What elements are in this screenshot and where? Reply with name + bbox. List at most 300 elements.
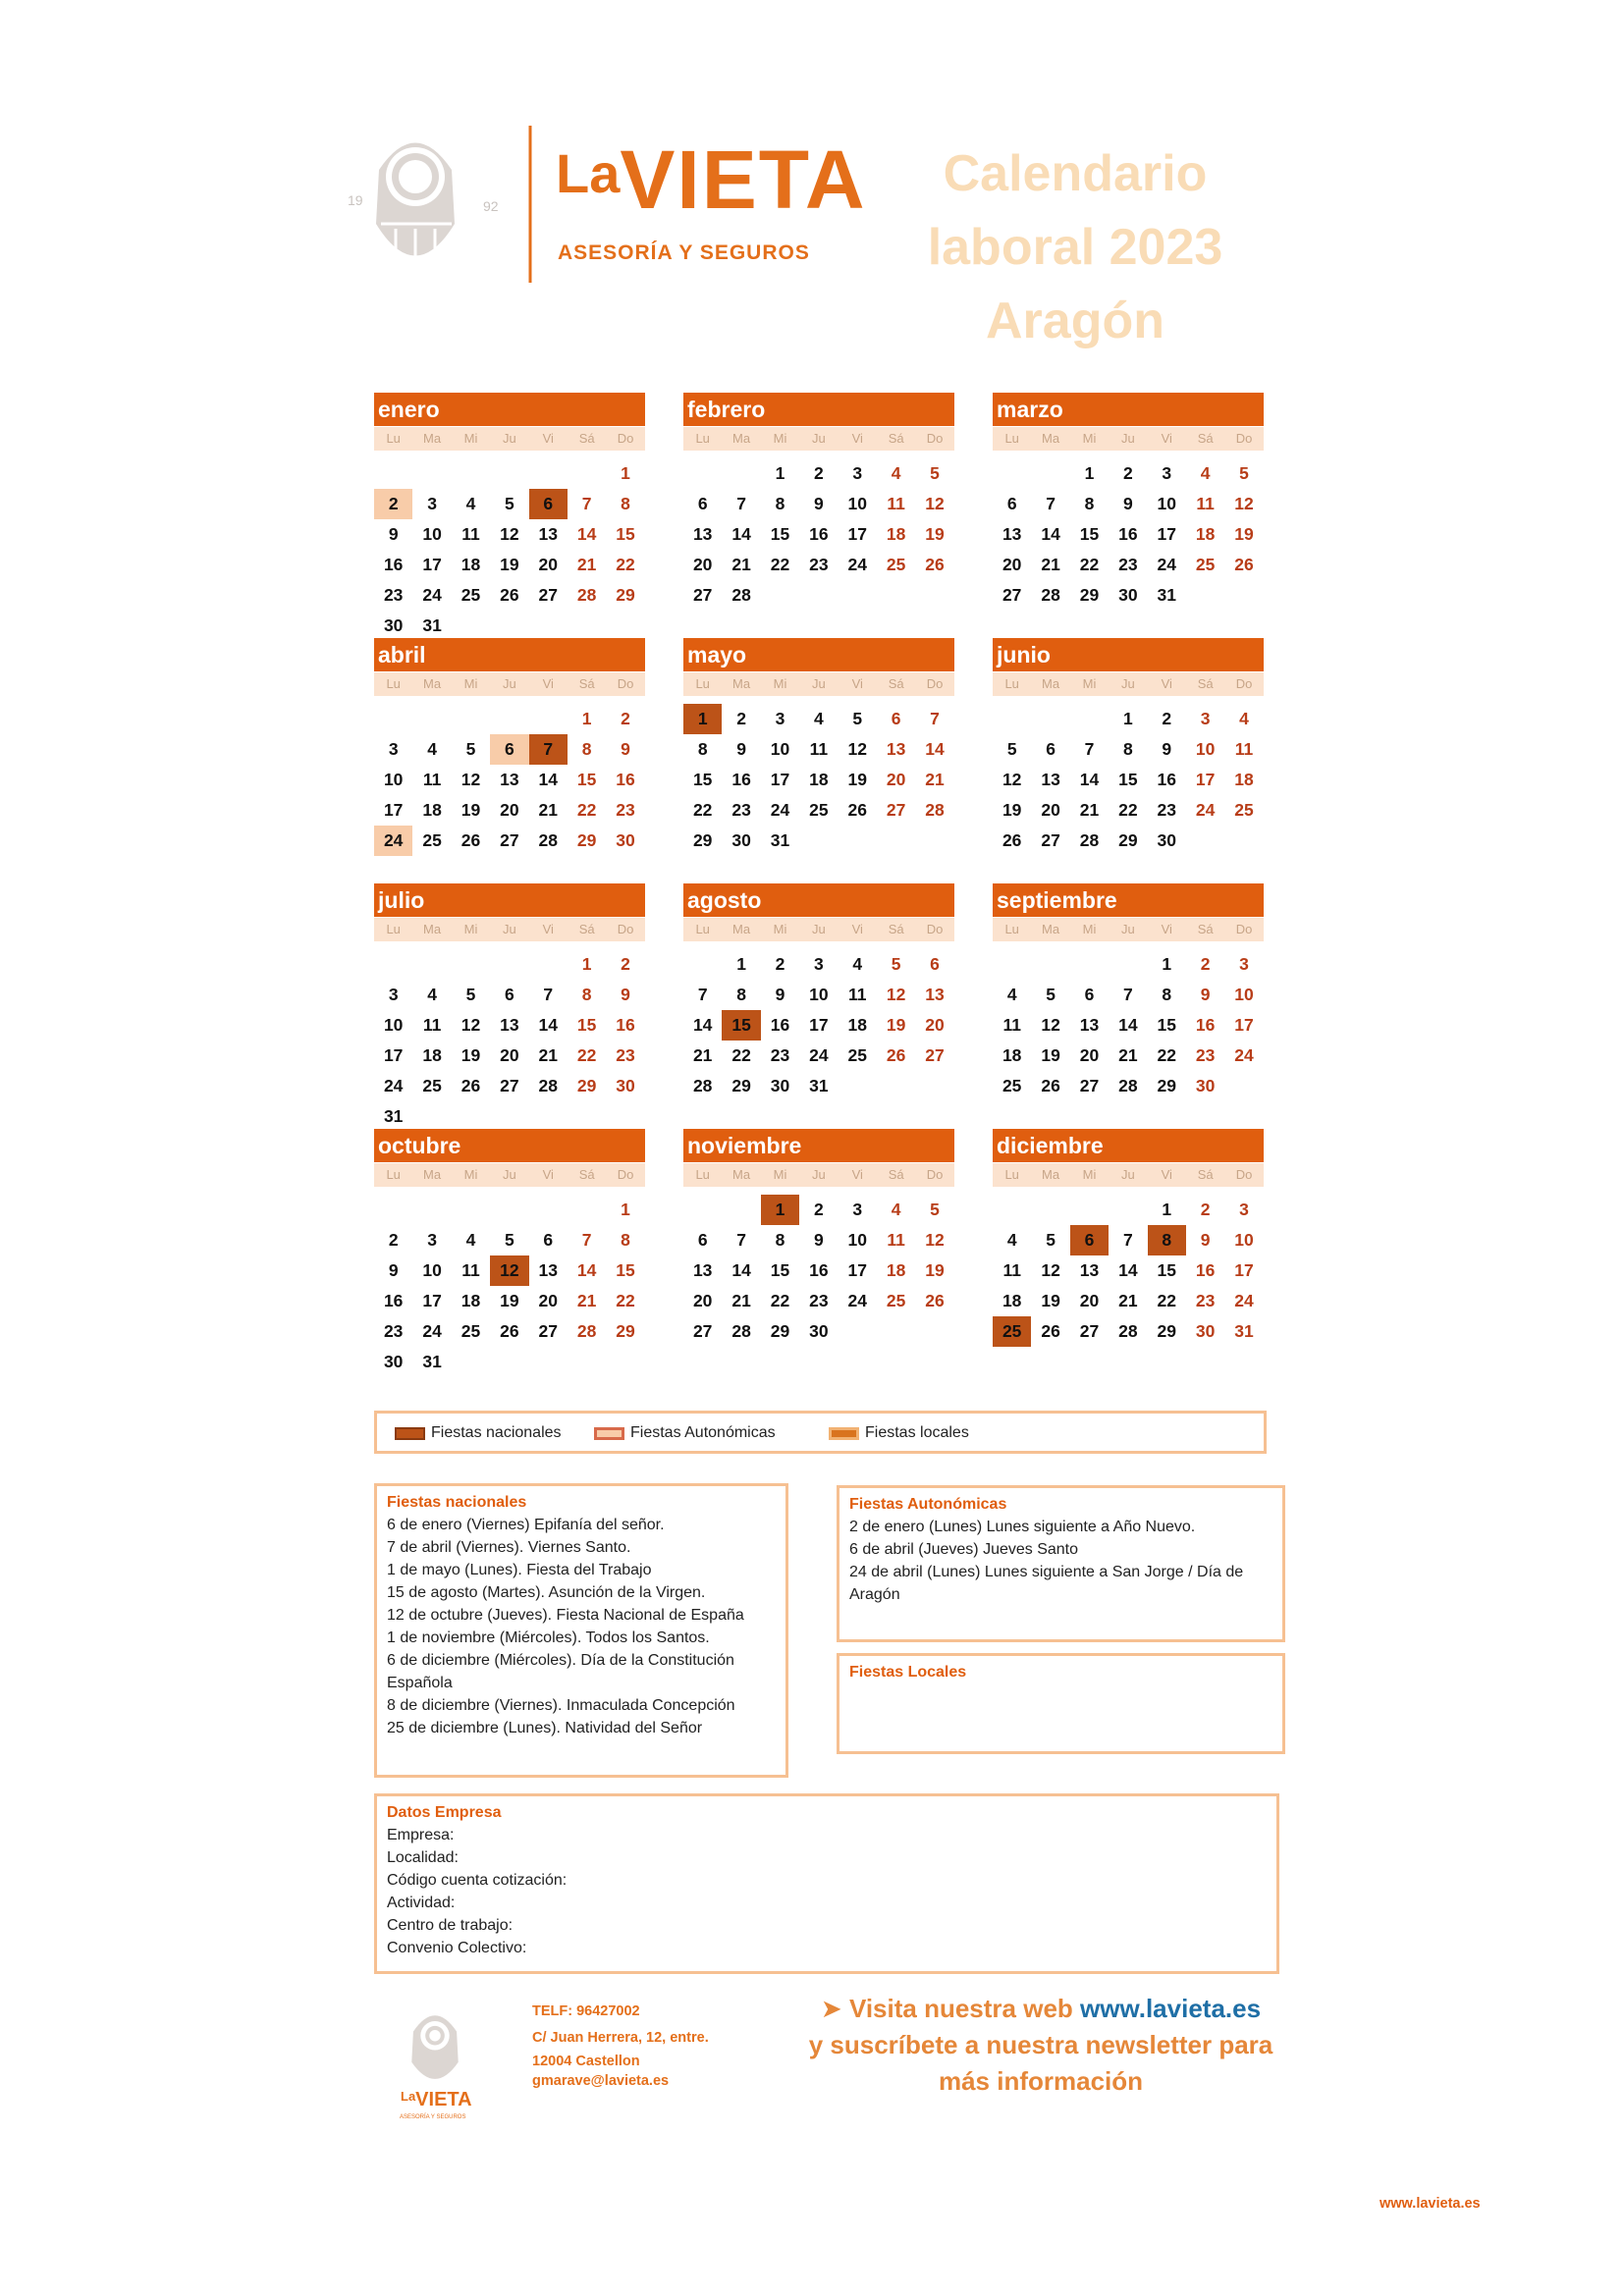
month-title: diciembre: [993, 1129, 1264, 1162]
day-cell: 15: [576, 1015, 597, 1035]
weekday-label: Sá: [888, 1167, 904, 1182]
empty-cell: [722, 458, 760, 489]
day-cell: 19: [1041, 1291, 1060, 1310]
weekday-label: Ma: [732, 922, 751, 936]
weekday-label: Ju: [1121, 676, 1135, 691]
weekday-label: Ma: [1042, 431, 1060, 446]
month-febrero: [683, 393, 954, 611]
day-cell: 22: [1079, 555, 1100, 574]
day-cell: 24: [1234, 1291, 1254, 1310]
day-cell: 25: [847, 1045, 867, 1065]
day-cell: 18: [1234, 770, 1254, 789]
day-cell: 11: [1234, 739, 1254, 759]
day-cell: 15: [1157, 1015, 1176, 1035]
day-cell: 22: [616, 1291, 635, 1310]
weekday-label: Vi: [851, 676, 863, 691]
day-cell: 12: [1001, 770, 1022, 789]
day-cell: 16: [809, 524, 829, 544]
list-item: 8 de diciembre (Viernes). Inmaculada Concepción: [387, 1697, 735, 1714]
day-cell: 7: [697, 985, 708, 1004]
day-cell: 20: [500, 1045, 519, 1065]
day-cell: 17: [847, 524, 867, 544]
empty-cell: [490, 458, 528, 489]
day-cell: 13: [500, 1015, 519, 1035]
day-cell: 18: [422, 800, 442, 820]
empty-cell: [529, 949, 568, 980]
day-cell: 24: [1234, 1045, 1254, 1065]
day-cell: 13: [886, 739, 906, 759]
day-cell: 8: [1084, 494, 1095, 513]
day-cell: 16: [616, 770, 635, 789]
month-mayo: [683, 638, 954, 856]
day-cell: 23: [1157, 800, 1176, 820]
day-cell: 24: [374, 826, 412, 856]
weekday-label: Mi: [773, 431, 787, 446]
day-cell: 8: [775, 494, 785, 513]
weekday-label: Ju: [1121, 1167, 1135, 1182]
day-cell: 5: [1006, 739, 1017, 759]
day-cell: 23: [616, 800, 635, 820]
empty-cell: [1031, 458, 1069, 489]
weekday-label: Sá: [1197, 676, 1214, 691]
day-cell: 1: [621, 463, 630, 483]
day-cell: 12: [460, 770, 481, 789]
day-cell: 30: [1157, 830, 1176, 850]
weekday-label: Sá: [578, 431, 595, 446]
day-cell: 23: [770, 1045, 790, 1065]
day-cell: 6: [697, 494, 708, 513]
day-cell: 4: [1239, 709, 1249, 728]
day-cell: 15: [722, 1010, 760, 1041]
day-cell: 25: [422, 1076, 442, 1095]
day-cell: 3: [427, 1230, 437, 1250]
weekday-label: Sá: [578, 922, 595, 936]
day-cell: 11: [461, 1260, 480, 1280]
day-cell: 10: [1195, 739, 1216, 759]
fiestas-autonomicas-title: Fiestas Autonómicas: [849, 1496, 1007, 1513]
day-cell: 4: [1200, 463, 1211, 483]
day-cell: 31: [1234, 1321, 1254, 1341]
day-cell: 14: [731, 1260, 751, 1280]
day-grid: [374, 696, 645, 856]
weekday-label: Do: [1235, 676, 1253, 691]
empty-cell: [529, 704, 568, 734]
day-grid: [374, 1187, 645, 1377]
month-noviembre: [683, 1129, 954, 1347]
day-cell: 30: [383, 1352, 404, 1371]
day-cell: 26: [886, 1045, 906, 1065]
weekday-label: Ju: [503, 431, 516, 446]
day-cell: 11: [887, 1230, 905, 1250]
day-cell: 26: [500, 1321, 519, 1341]
legend-autonomicas: Fiestas Autonómicas: [594, 1424, 776, 1442]
day-cell: 14: [1041, 524, 1060, 544]
day-cell: 7: [1123, 985, 1133, 1004]
day-cell: 11: [1002, 1260, 1021, 1280]
day-cell: 27: [500, 1076, 519, 1095]
empty-cell: [374, 458, 412, 489]
day-cell: 11: [848, 985, 867, 1004]
day-cell: 24: [847, 555, 867, 574]
day-cell: 1: [621, 1200, 630, 1219]
day-cell: 25: [422, 830, 442, 850]
day-cell: 14: [538, 770, 558, 789]
day-cell: 10: [1234, 1230, 1254, 1250]
day-cell: 16: [770, 1015, 790, 1035]
day-cell: 12: [925, 494, 945, 513]
month-enero: [374, 393, 645, 641]
day-cell: 2: [388, 1230, 399, 1250]
day-cell: 1: [581, 954, 592, 974]
day-cell: 31: [422, 615, 442, 635]
day-cell: 1: [683, 704, 722, 734]
empty-cell: [529, 1195, 568, 1225]
fiestas-autonomicas-list: [849, 1516, 1272, 1606]
day-cell: 27: [1079, 1321, 1100, 1341]
day-cell: 6: [529, 489, 568, 519]
day-cell: 30: [731, 830, 751, 850]
day-cell: 16: [383, 555, 404, 574]
day-cell: 9: [388, 524, 399, 544]
contact-email[interactable]: gmarave@lavieta.es: [532, 2073, 670, 2089]
day-cell: 20: [1079, 1045, 1100, 1065]
weekday-label: Ju: [1121, 431, 1135, 446]
empty-cell: [1031, 1195, 1069, 1225]
day-cell: 6: [930, 954, 940, 974]
empty-cell: [374, 1195, 412, 1225]
list-item: Localidad:: [387, 1849, 459, 1866]
day-cell: 31: [383, 1106, 404, 1126]
day-cell: 21: [576, 1291, 597, 1310]
day-cell: 18: [847, 1015, 867, 1035]
day-cell: 26: [460, 1076, 481, 1095]
day-cell: 26: [925, 555, 945, 574]
day-cell: 20: [1079, 1291, 1100, 1310]
day-cell: 25: [1234, 800, 1254, 820]
day-cell: 20: [1001, 555, 1022, 574]
day-cell: 29: [1118, 830, 1138, 850]
list-item: Convenio Colectivo:: [387, 1940, 527, 1956]
day-cell: 17: [1234, 1015, 1254, 1035]
day-cell: 23: [809, 555, 829, 574]
weekday-label: Lu: [695, 922, 710, 936]
day-cell: 6: [543, 1230, 554, 1250]
day-cell: 3: [1239, 954, 1249, 974]
day-cell: 18: [886, 1260, 906, 1280]
day-cell: 16: [616, 1015, 635, 1035]
day-cell: 31: [809, 1076, 829, 1095]
arrow-icon: ➤: [820, 1994, 842, 2023]
day-cell: 2: [621, 954, 630, 974]
list-item: 24 de abril (Lunes) Lunes siguiente a San Jorge / Día de Aragón: [849, 1564, 1244, 1603]
empty-cell: [452, 704, 490, 734]
day-cell: 9: [388, 1260, 399, 1280]
promo-url-link[interactable]: www.lavieta.es: [1080, 1994, 1262, 2023]
weekday-label: Do: [926, 1167, 944, 1182]
day-grid: [993, 941, 1264, 1101]
day-cell: 21: [1041, 555, 1060, 574]
day-cell: 24: [847, 1291, 867, 1310]
weekday-header: [374, 917, 645, 941]
day-cell: 1: [736, 954, 746, 974]
day-cell: 11: [887, 494, 905, 513]
day-cell: 12: [1041, 1015, 1060, 1035]
day-cell: 27: [925, 1045, 945, 1065]
day-cell: 4: [427, 985, 437, 1004]
month-septiembre: [993, 883, 1264, 1101]
day-cell: 9: [814, 1230, 824, 1250]
day-cell: 6: [505, 985, 514, 1004]
day-cell: 20: [1041, 800, 1060, 820]
day-cell: 7: [736, 1230, 746, 1250]
weekday-header: [993, 917, 1264, 941]
legend-swatch-nacional: [395, 1427, 425, 1440]
day-cell: 2: [621, 709, 630, 728]
logo-year-right: 92: [483, 198, 499, 214]
day-cell: 12: [1234, 494, 1254, 513]
day-cell: 9: [814, 494, 824, 513]
day-cell: 26: [1234, 555, 1254, 574]
weekday-label: Lu: [695, 431, 710, 446]
day-cell: 10: [847, 494, 867, 513]
day-cell: 14: [1118, 1015, 1138, 1035]
day-cell: 7: [736, 494, 746, 513]
day-cell: 10: [422, 1260, 442, 1280]
day-cell: 15: [576, 770, 597, 789]
weekday-label: Mi: [773, 676, 787, 691]
logo-year-left: 19: [348, 192, 363, 208]
day-cell: 11: [1002, 1015, 1021, 1035]
legend-swatch-autonomica: [594, 1427, 624, 1440]
weekday-label: Lu: [1004, 431, 1019, 446]
empty-cell: [529, 458, 568, 489]
day-cell: 12: [490, 1255, 528, 1286]
day-cell: 9: [621, 985, 630, 1004]
empty-cell: [993, 949, 1031, 980]
day-cell: 12: [886, 985, 906, 1004]
title-line-2: laboral 2023: [927, 219, 1223, 276]
empty-cell: [683, 458, 722, 489]
day-cell: 5: [891, 954, 901, 974]
day-cell: 6: [1070, 1225, 1109, 1255]
day-cell: 19: [460, 800, 481, 820]
day-cell: 21: [538, 1045, 558, 1065]
footer-brand: $^{La}$VIETA: [401, 2089, 472, 2110]
day-cell: 19: [925, 524, 945, 544]
weekday-label: Vi: [1161, 431, 1172, 446]
day-cell: 28: [576, 1321, 597, 1341]
day-cell: 23: [809, 1291, 829, 1310]
weekday-label: Ma: [1042, 1167, 1060, 1182]
month-octubre: [374, 1129, 645, 1377]
day-grid: [993, 696, 1264, 856]
day-cell: 19: [500, 555, 519, 574]
day-cell: 11: [461, 524, 480, 544]
empty-cell: [412, 458, 451, 489]
day-cell: 25: [1001, 1076, 1022, 1095]
day-cell: 5: [852, 709, 863, 728]
day-cell: 10: [1234, 985, 1254, 1004]
day-cell: 12: [847, 739, 867, 759]
day-cell: 19: [1041, 1045, 1060, 1065]
day-cell: 30: [1118, 585, 1138, 605]
day-cell: 22: [576, 1045, 597, 1065]
weekday-label: Vi: [851, 1167, 863, 1182]
weekday-label: Ju: [812, 431, 826, 446]
day-cell: 30: [616, 830, 635, 850]
day-cell: 5: [1239, 463, 1249, 483]
day-cell: 23: [383, 585, 404, 605]
weekday-label: Ju: [503, 676, 516, 691]
day-cell: 28: [925, 800, 945, 820]
day-cell: 15: [770, 524, 790, 544]
day-cell: 8: [621, 494, 630, 513]
day-cell: 20: [925, 1015, 945, 1035]
day-cell: 15: [692, 770, 713, 789]
day-cell: 7: [1046, 494, 1056, 513]
day-cell: 16: [1118, 524, 1138, 544]
day-cell: 2: [736, 709, 746, 728]
day-cell: 25: [993, 1316, 1031, 1347]
list-item: 6 de diciembre (Miércoles). Día de la Constitución Española: [387, 1652, 734, 1691]
day-cell: 7: [581, 1230, 592, 1250]
weekday-label: Ma: [1042, 922, 1060, 936]
contact-info: [532, 1999, 709, 2091]
day-cell: 16: [731, 770, 751, 789]
day-grid: [993, 451, 1264, 611]
day-cell: 5: [930, 463, 940, 483]
day-cell: 27: [692, 585, 713, 605]
empty-cell: [490, 1195, 528, 1225]
day-cell: 9: [1200, 985, 1211, 1004]
day-cell: 19: [500, 1291, 519, 1310]
day-cell: 3: [852, 1200, 863, 1219]
day-cell: 8: [1148, 1225, 1186, 1255]
day-cell: 3: [814, 954, 824, 974]
day-cell: 21: [731, 555, 751, 574]
weekday-label: Do: [617, 431, 634, 446]
legend: [374, 1411, 1267, 1454]
day-cell: 22: [770, 1291, 790, 1310]
weekday-label: Sá: [1197, 1167, 1214, 1182]
footer-url-link[interactable]: www.lavieta.es: [1380, 2196, 1481, 2212]
day-cell: 14: [1079, 770, 1100, 789]
brand-prefix: La: [556, 142, 621, 204]
day-cell: 18: [1001, 1291, 1022, 1310]
day-cell: 16: [1195, 1260, 1216, 1280]
weekday-label: Sá: [1197, 431, 1214, 446]
promo-line-3: más información: [938, 2066, 1144, 2096]
day-cell: 18: [809, 770, 829, 789]
day-cell: 6: [1084, 985, 1095, 1004]
day-cell: 11: [809, 739, 829, 759]
promo-text: [785, 1991, 1296, 2100]
page-title: [889, 137, 1262, 358]
day-cell: 29: [616, 1321, 635, 1341]
day-cell: 20: [692, 1291, 713, 1310]
day-cell: 5: [505, 1230, 514, 1250]
day-cell: 18: [460, 555, 481, 574]
weekday-header: [683, 426, 954, 451]
weekday-header: [993, 426, 1264, 451]
day-cell: 20: [886, 770, 906, 789]
day-cell: 31: [422, 1352, 442, 1371]
weekday-label: Mi: [1082, 431, 1097, 446]
day-cell: 10: [770, 739, 790, 759]
contact-phone: TELF: 96427002: [532, 2003, 640, 2019]
day-cell: 29: [616, 585, 635, 605]
day-cell: 2: [1123, 463, 1133, 483]
day-grid: [683, 941, 954, 1101]
day-cell: 25: [886, 1291, 906, 1310]
datos-empresa-fields: [387, 1824, 1267, 1959]
weekday-label: Ju: [812, 676, 826, 691]
empty-cell: [490, 704, 528, 734]
day-cell: 27: [1079, 1076, 1100, 1095]
empty-cell: [452, 949, 490, 980]
month-junio: [993, 638, 1264, 856]
empty-cell: [374, 949, 412, 980]
weekday-label: Vi: [542, 676, 554, 691]
day-cell: 13: [500, 770, 519, 789]
day-cell: 5: [930, 1200, 940, 1219]
day-cell: 4: [465, 494, 476, 513]
day-cell: 9: [1162, 739, 1172, 759]
day-grid: [993, 1187, 1264, 1347]
weekday-label: Lu: [386, 1167, 401, 1182]
day-cell: 30: [1195, 1076, 1216, 1095]
day-cell: 11: [1196, 494, 1215, 513]
day-cell: 30: [1195, 1321, 1216, 1341]
weekday-label: Ju: [812, 1167, 826, 1182]
empty-cell: [568, 458, 606, 489]
day-cell: 28: [1118, 1321, 1138, 1341]
day-cell: 10: [383, 770, 404, 789]
day-cell: 12: [925, 1230, 945, 1250]
promo-visit: Visita nuestra web: [848, 1994, 1073, 2023]
day-cell: 11: [422, 770, 442, 789]
day-cell: 13: [692, 1260, 713, 1280]
empty-cell: [452, 458, 490, 489]
empty-cell: [412, 949, 451, 980]
day-cell: 3: [388, 985, 399, 1004]
day-cell: 17: [383, 1045, 404, 1065]
month-title: noviembre: [683, 1129, 954, 1162]
weekday-label: Mi: [463, 1167, 478, 1182]
day-cell: 3: [388, 739, 399, 759]
day-cell: 9: [736, 739, 746, 759]
day-cell: 17: [383, 800, 404, 820]
day-cell: 17: [422, 555, 442, 574]
month-title: marzo: [993, 393, 1264, 426]
day-cell: 1: [1084, 463, 1095, 483]
day-cell: 19: [1234, 524, 1254, 544]
day-cell: 8: [581, 739, 592, 759]
day-cell: 23: [1118, 555, 1138, 574]
weekday-header: [374, 426, 645, 451]
day-cell: 12: [1041, 1260, 1060, 1280]
footer-logo: [391, 1999, 479, 2126]
legend-nacionales: Fiestas nacionales: [395, 1424, 562, 1442]
day-cell: 14: [692, 1015, 713, 1035]
month-title: febrero: [683, 393, 954, 426]
day-cell: 22: [1157, 1045, 1176, 1065]
day-cell: 27: [1041, 830, 1060, 850]
day-cell: 8: [1162, 985, 1172, 1004]
day-cell: 7: [1123, 1230, 1133, 1250]
empty-cell: [490, 949, 528, 980]
legend-swatch-local: [829, 1427, 859, 1440]
